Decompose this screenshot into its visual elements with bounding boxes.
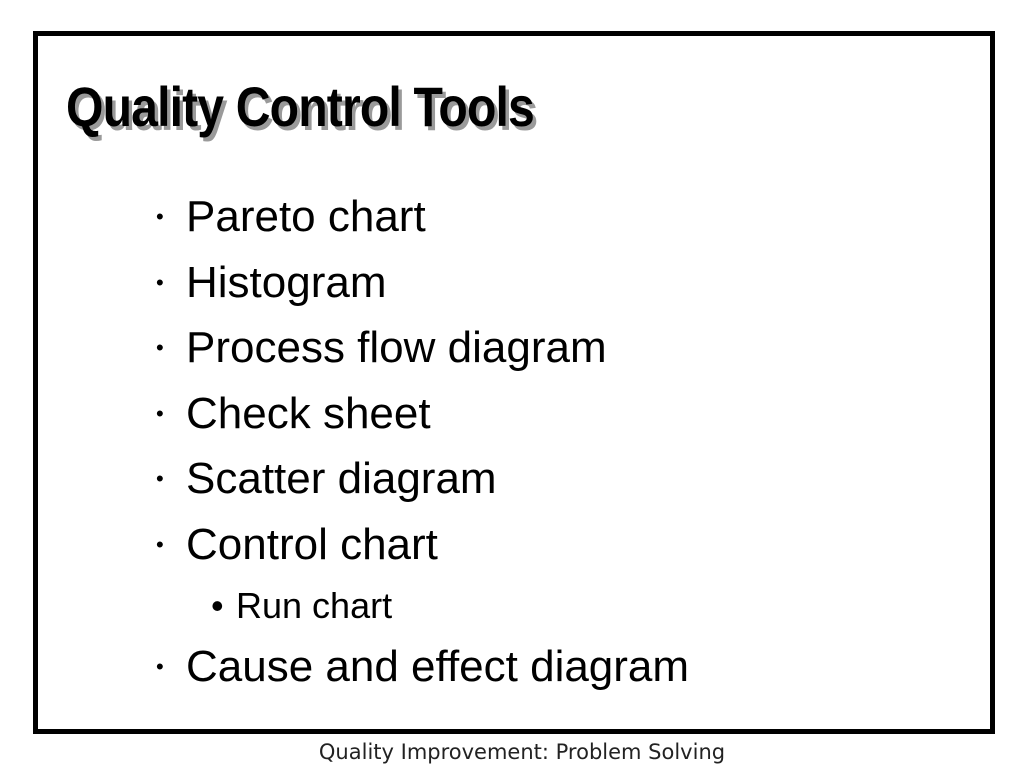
bullet-dot-icon: •	[156, 269, 164, 295]
bullet-dot-icon: •	[156, 466, 164, 491]
bullet-item	[156, 315, 689, 381]
sub-bullet-label: Run chart	[236, 585, 393, 626]
bullet-label: Histogram	[186, 257, 387, 307]
bullet-item	[156, 250, 689, 316]
bullet-label: Check sheet	[186, 388, 431, 438]
sub-bullet-dot-icon: •	[211, 585, 224, 626]
bullet-item	[156, 381, 689, 447]
bullet-label: Cause and effect diagram	[186, 642, 690, 691]
bullet-dot-icon: •	[156, 400, 164, 426]
bullet-item	[156, 446, 689, 512]
bullet-label: Scatter diagram	[186, 454, 497, 503]
bullet-item	[156, 184, 689, 250]
bullet-dot-icon: •	[156, 531, 164, 557]
slide-frame	[33, 31, 995, 734]
sub-bullet-item	[156, 577, 689, 634]
bullet-label: Process flow diagram	[186, 323, 607, 372]
bullet-label: Control chart	[186, 519, 438, 569]
slide-footer: Quality Improvement: Problem Solving	[318, 740, 726, 764]
bullet-item	[156, 512, 689, 578]
bullet-dot-icon: •	[156, 654, 164, 679]
bullet-dot-icon: •	[156, 204, 164, 229]
bullet-label: Pareto chart	[186, 192, 426, 241]
bullet-dot-icon: •	[156, 335, 164, 360]
bullet-item	[156, 634, 689, 700]
slide-title: Quality Control Tools	[66, 75, 534, 138]
bullet-list	[156, 184, 689, 700]
